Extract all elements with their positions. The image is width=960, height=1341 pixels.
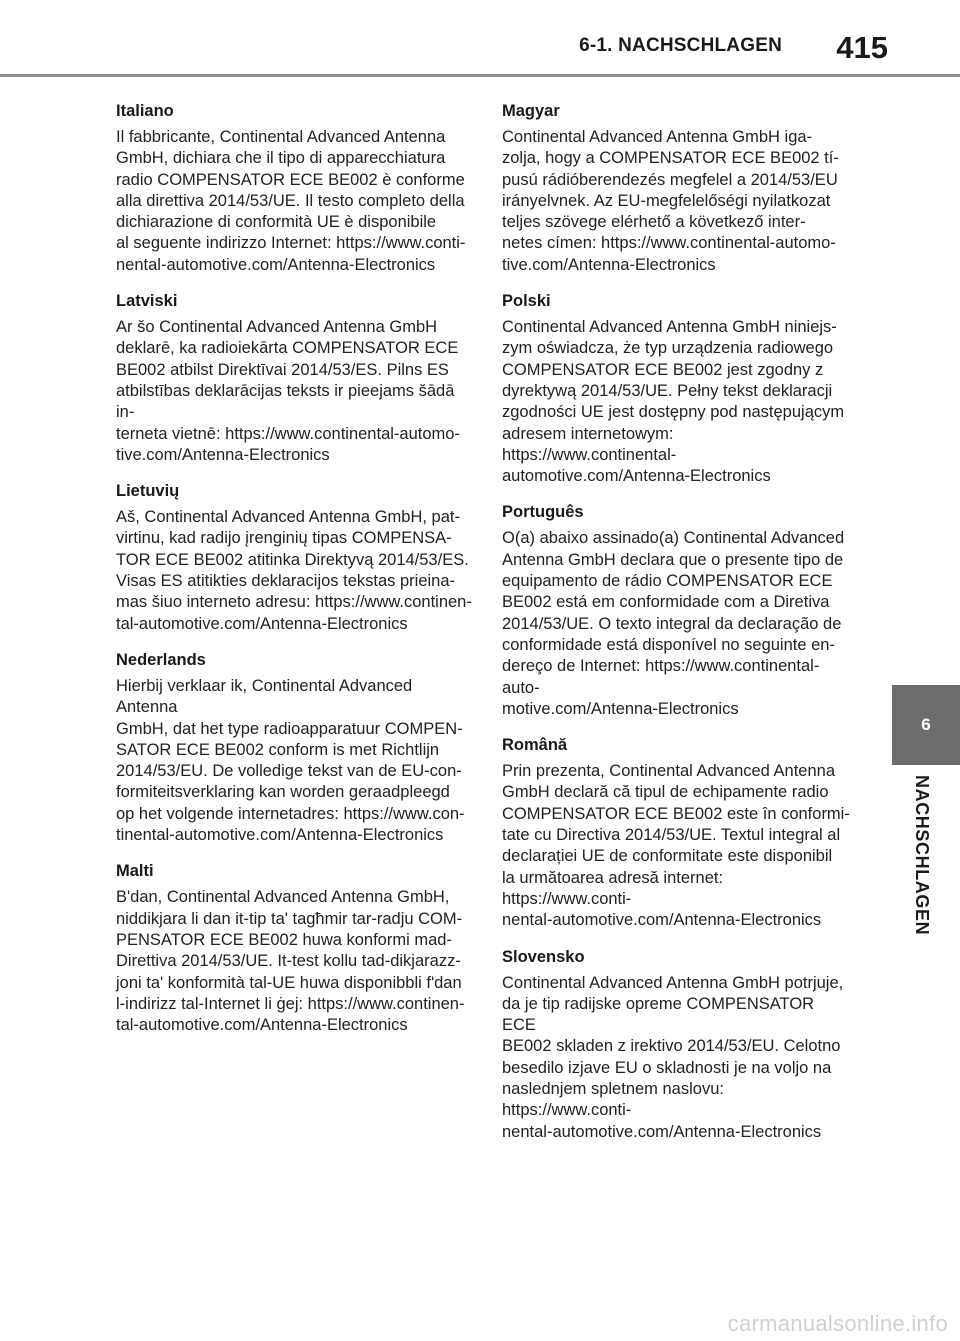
section-polski (502, 292, 852, 487)
section-body: Prin prezenta, Continental Advanced Antenna GmbH declară că tipul de echipamente radio COMPENSATOR ECE BE002 este în conformi- tate cu Directiva 2014/53/UE. Textul integral al declarației UE de conformitate este disponibil la următoarea adresă internet: https://www.conti- nental-automotive.com/Antenna-Electronics (502, 762, 850, 930)
section-heading: Lietuvių (116, 482, 180, 501)
header-rule (0, 74, 960, 77)
section-magyar (502, 102, 852, 276)
section-latviski (116, 292, 476, 466)
section-heading: Magyar (502, 102, 560, 120)
section-heading: Slovensko (502, 947, 585, 966)
section-body: O(a) abaixo assinado(a) Continental Advanced Antenna GmbH declara que o presente tipo de equipamento de rádio COMPENSATOR ECE BE002 está em conformidade com a Diretiva 2014/53/UE. O texto integral da declaração de conformidade está disponível no seguinte en- dereço de Internet: https://www.continental-auto- motive.com/Antenna-Electronics (502, 529, 845, 718)
section-heading: Română (502, 736, 568, 755)
chapter-tab (892, 685, 960, 765)
section-slovensko (502, 948, 852, 1143)
section-lietuviu (116, 482, 476, 635)
header-title: 6-1. NACHSCHLAGEN (579, 35, 782, 56)
section-heading: Malti (116, 862, 154, 881)
right-column (502, 102, 852, 1159)
section-heading: Polski (502, 292, 551, 311)
section-italiano (116, 102, 476, 276)
section-heading: Latviski (116, 292, 178, 311)
section-body: Continental Advanced Antenna GmbH niniejs- zym oświadcza, że typ urządzenia radiowego COMPENSATOR ECE BE002 jest zgodny z dyrektywą 2014/53/UE. Pełny tekst deklaracji zgodności UE jest dostępny pod następującym adresem internetowym: https://www.continental- automotive.com/Antenna-Electronics (502, 318, 845, 486)
section-body: B'dan, Continental Advanced Antenna GmbH, niddikjara li dan it-tip ta' tagħmir tar-radju COM- PENSATOR ECE BE002 huwa konformi mad- Direttiva 2014/53/UE. It-test kollu tad-dikjarazz- joni ta' konformità tal-UE huwa disponibbli f'dan l-indirizz tal-Internet li ġej: https://www.continen- tal-automotive.com/Antenna-Electronics (116, 888, 465, 1035)
section-nederlands (116, 651, 476, 846)
section-heading: Português (502, 503, 584, 522)
section-heading: Italiano (116, 102, 174, 120)
section-body: Aš, Continental Advanced Antenna GmbH, pat- virtinu, kad radijo įrenginių tipas COMPENSA- TOR ECE BE002 atitinka Direktyvą 2014/53/ES. Visas ES atitikties deklaracijos tekstas prieina- mas šiuo interneto adresu: https://www.continen- tal-automotive.com/Antenna-Electronics (116, 508, 472, 633)
section-romana (502, 736, 852, 931)
section-heading: Nederlands (116, 650, 206, 669)
section-body: Continental Advanced Antenna GmbH iga- zolja, hogy a COMPENSATOR ECE BE002 tí- pusú rádióberendezés megfelel a 2014/53/EU irányelvnek. Az EU-megfelelőségi nyilatkozat teljes szövege elérhető a következő inter- netes címen: https://www.continental-automo- tive.com/Antenna-Electronics (502, 128, 839, 274)
page-number: 415 (836, 30, 888, 65)
watermark: carmanualsonline.info (727, 1311, 948, 1336)
section-body: Ar šo Continental Advanced Antenna GmbH deklarē, ka radioiekārta COMPENSATOR ECE BE002 atbilst Direktīvai 2014/53/ES. Pilns ES atbilstības deklarācijas teksts ir pieejams šādā in- terneta vietnē: https://www.continental-automo- tive.com/Antenna-Electronics (116, 318, 460, 464)
section-body: Hierbij verklaar ik, Continental Advanced Antenna GmbH, dat het type radioapparatuur COMPEN- SATOR ECE BE002 conform is met Richtlijn 2014/53/EU. De volledige tekst van de EU-con- formiteitsverklaring kan worden geraadpleegd op het volgende internetadres: https://www.con- tinental-automotive.com/Antenna-Electronics (116, 676, 465, 845)
chapter-side-label: NACHSCHLAGEN (912, 775, 932, 936)
section-body: Continental Advanced Antenna GmbH potrjuje, da je tip radijske opreme COMPENSATOR ECE BE002 skladen z irektivo 2014/53/EU. Celotno besedilo izjave EU o skladnosti je na voljo na naslednjem spletnem naslovu: https://www.conti- nental-automotive.com/Antenna-Electronics (502, 973, 844, 1141)
left-column (116, 102, 476, 1052)
section-malti (116, 862, 476, 1036)
section-body: Il fabbricante, Continental Advanced Antenna GmbH, dichiara che il tipo di apparecchiatura radio COMPENSATOR ECE BE002 è conforme alla direttiva 2014/53/UE. Il testo completo della dichiarazione di conformità UE è disponibile al seguente indirizzo Internet: https://www.conti- nental-automotive.com/Antenna-Electronics (116, 128, 466, 274)
chapter-number: 6 (921, 715, 931, 734)
section-portugues (502, 503, 852, 720)
